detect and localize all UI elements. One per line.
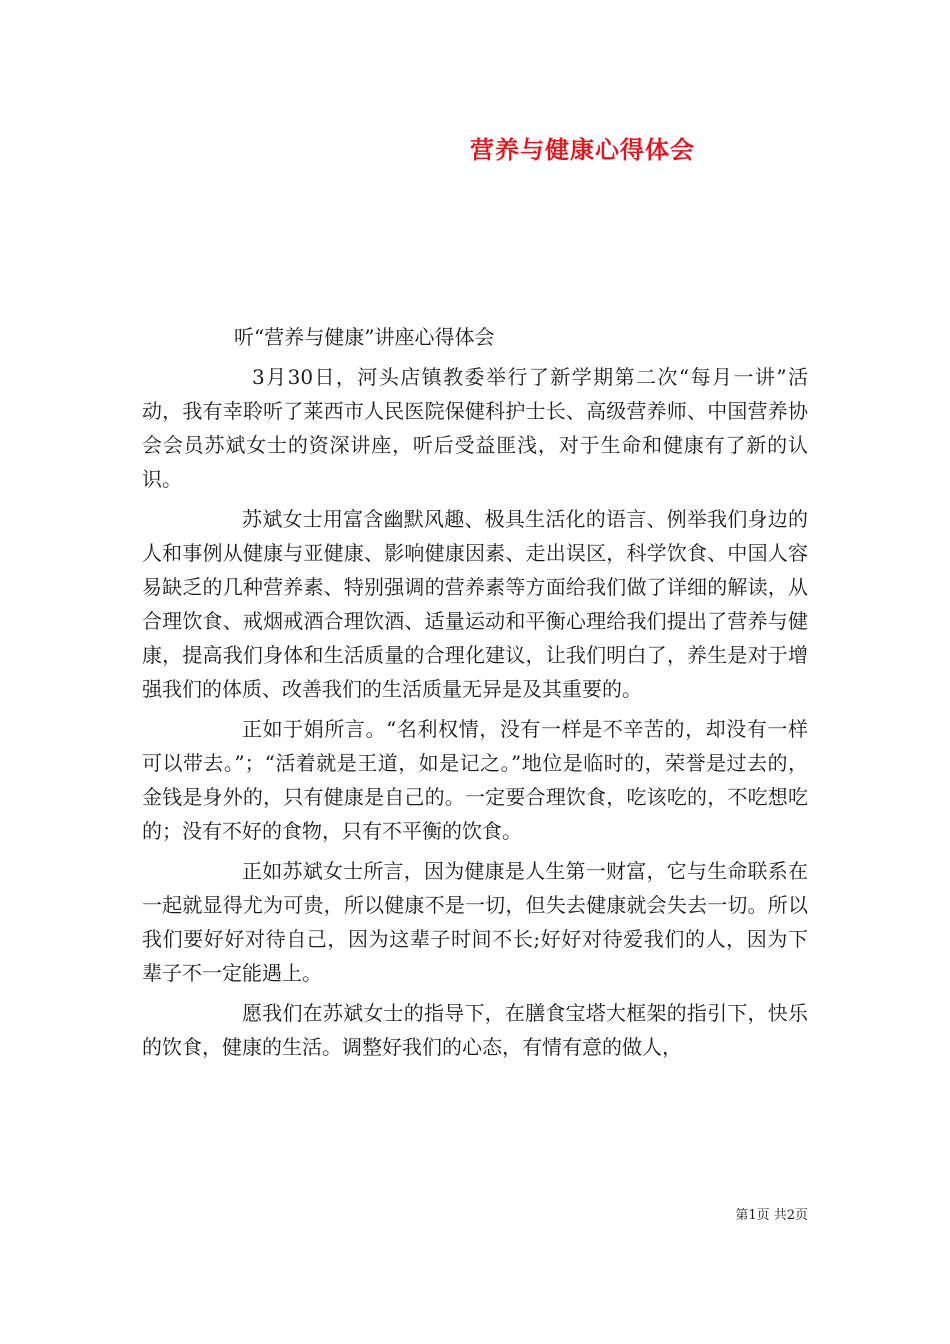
page-title: 营养与健康心得体会 — [470, 135, 695, 164]
paragraph: 苏斌女士用富含幽默风趣、极具生活化的语言、例举我们身边的人和事例从健康与亚健康、影响健康因素、走出误区，科学饮食、中国人容易缺乏的几种营养素、特别强调的营养素等方面给我们做了详细的解读，从合理饮食、戒烟戒酒合理饮酒、适量运动和平衡心理给我们提出了营养与健康，提高我们身体和生活质量的合理化建议，让我们明白了，养生是对于增强我们的体质、改善我们的生活质量无异是及其重要的。 — [142, 507, 808, 701]
paragraph: 正如于娟所言。“名利权情，没有一样是不辛苦的，却没有一样可以带去。”；“活着就是王道，如是记之。”地位是临时的，荣誉是过去的，金钱是身外的，只有健康是自己的。一定要合理饮食，吃该吃的，不吃想吃的；没有不好的食物，只有不平衡的饮食。 — [142, 717, 808, 843]
page-number-footer: 第1页 共2页 — [735, 1208, 808, 1223]
document-subtitle: 听“营养与健康”讲座心得体会 — [234, 325, 495, 349]
paragraph: 正如苏斌女士所言，因为健康是人生第一财富，它与生命联系在一起就显得尤为可贵，所以健康不是一切，但失去健康就会失去一切。所以我们要好好对待自己，因为这辈子时间不长;好好对待爱我们的人，因为下辈子不一定能遇上。 — [142, 859, 808, 985]
paragraph: 3月30日，河头店镇教委举行了新学期第二次“每月一讲”活动，我有幸聆听了莱西市人民医院保健科护士长、高级营养师、中国营养协会会员苏斌女士的资深讲座，听后受益匪浅，对于生命和健康有了新的认识。 — [142, 365, 808, 491]
document-body — [142, 320, 808, 1070]
paragraph: 愿我们在苏斌女士的指导下，在膳食宝塔大框架的指引下，快乐的饮食，健康的生活。调整好我们的心态，有情有意的做人， — [142, 1001, 808, 1059]
